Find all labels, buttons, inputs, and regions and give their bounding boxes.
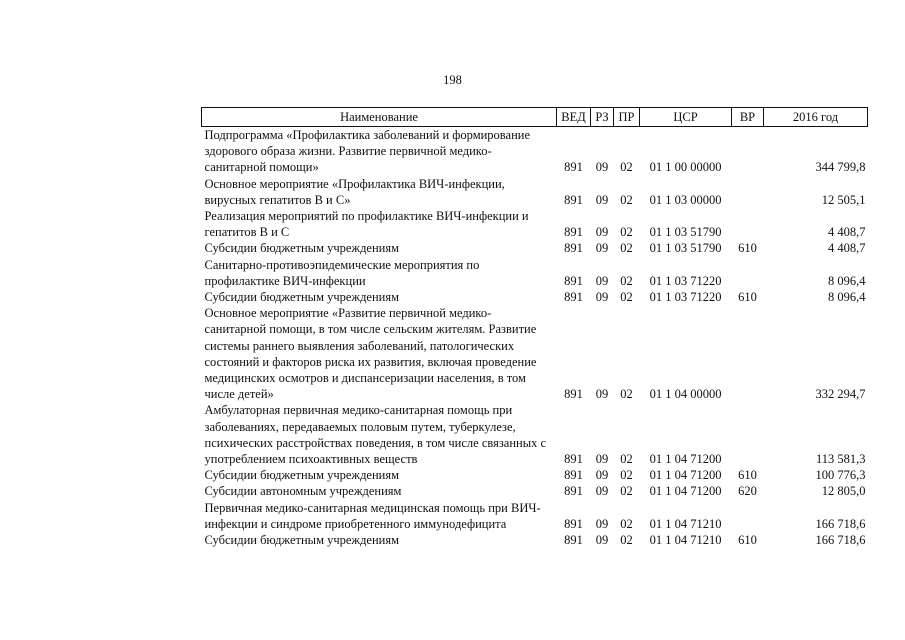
row-pr: 02	[620, 290, 633, 305]
row-vr: 610	[738, 533, 757, 548]
row-name: Реализация мероприятий по профилактике ВИЧ-инфекции и гепатитов В и С	[204, 209, 529, 240]
row-name: Амбулаторная первичная медико-санитарная помощь при заболеваниях, передаваемых половым путем, туберкулезе, психических расстройствах поведения, в том числе связанных с употреблением психоактивных веществ	[204, 403, 547, 467]
row-ved: 891	[564, 468, 583, 483]
table-row	[202, 305, 868, 402]
row-csr: 01 1 04 71200	[649, 452, 722, 467]
row-amount: 344 799,8	[815, 160, 866, 175]
row-csr: 01 1 04 71200	[649, 468, 722, 483]
row-ved: 891	[564, 484, 583, 499]
row-rz: 09	[595, 225, 609, 240]
row-vr	[732, 305, 764, 402]
row-pr: 02	[620, 484, 633, 499]
row-name: Субсидии бюджетным учреждениям	[204, 533, 400, 548]
header-year: 2016 год	[764, 108, 868, 127]
table-row	[202, 532, 868, 548]
row-pr: 02	[620, 516, 633, 531]
row-ved: 891	[564, 225, 583, 240]
header-rz: РЗ	[591, 108, 614, 127]
row-name: Первичная медико-санитарная медицинская помощь при ВИЧ-инфекции и синдроме приобретенного иммунодефицита	[204, 500, 541, 531]
table-row	[202, 127, 868, 176]
header-pr: ПР	[614, 108, 640, 127]
table-row	[202, 289, 868, 305]
row-ved: 891	[564, 192, 583, 207]
row-csr: 01 1 04 00000	[649, 387, 722, 402]
row-ved: 891	[564, 533, 583, 548]
row-vr	[732, 257, 764, 289]
row-vr: 620	[738, 484, 757, 499]
row-csr: 01 1 00 00000	[649, 160, 722, 175]
table-row	[202, 176, 868, 208]
row-pr: 02	[620, 225, 633, 240]
table-row	[202, 467, 868, 483]
row-pr: 02	[620, 468, 633, 483]
row-vr	[732, 176, 764, 208]
row-amount: 4 408,7	[828, 225, 866, 240]
row-name: Основное мероприятие «Развитие первичной медико-санитарной помощи, в том числе сельским жителям. Развитие системы раннего выявления заболеваний, патологических состояний и факторов риска их развития, включая проведение медицинских осмотров и диспансеризации населения, в том числе детей»	[204, 306, 537, 402]
header-vr: ВР	[732, 108, 764, 127]
row-rz: 09	[595, 533, 609, 548]
row-rz: 09	[595, 484, 609, 499]
row-ved: 891	[564, 273, 583, 288]
row-csr: 01 1 03 71220	[649, 290, 722, 305]
row-vr	[732, 127, 764, 176]
row-amount: 332 294,7	[815, 387, 866, 402]
table-row	[202, 257, 868, 289]
table-row	[202, 240, 868, 256]
table-row	[202, 483, 868, 499]
row-amount: 8 096,4	[828, 290, 866, 305]
row-name: Субсидии бюджетным учреждениям	[204, 290, 400, 305]
row-csr: 01 1 04 71200	[649, 484, 722, 499]
row-csr: 01 1 04 71210	[649, 533, 722, 548]
row-rz: 09	[595, 452, 609, 467]
row-rz: 09	[595, 241, 609, 256]
row-vr	[732, 208, 764, 240]
row-rz: 09	[595, 290, 609, 305]
row-rz: 09	[595, 516, 609, 531]
row-rz: 09	[595, 273, 609, 288]
row-rz: 09	[595, 160, 609, 175]
row-rz: 09	[595, 192, 609, 207]
row-pr: 02	[620, 387, 633, 402]
row-csr: 01 1 03 51790	[649, 241, 722, 256]
budget-table	[201, 107, 868, 548]
row-amount: 12 505,1	[821, 192, 866, 207]
table-row	[202, 500, 868, 532]
row-pr: 02	[620, 160, 633, 175]
row-pr: 02	[620, 192, 633, 207]
row-csr: 01 1 04 71210	[649, 516, 722, 531]
row-vr	[732, 402, 764, 467]
row-pr: 02	[620, 241, 633, 256]
table-row	[202, 402, 868, 467]
row-ved: 891	[564, 387, 583, 402]
row-vr: 610	[738, 468, 757, 483]
row-amount: 113 581,3	[815, 452, 866, 467]
row-amount: 12 805,0	[821, 484, 866, 499]
row-pr: 02	[620, 533, 633, 548]
row-csr: 01 1 03 00000	[649, 192, 722, 207]
row-vr: 610	[738, 241, 757, 256]
row-ved: 891	[564, 516, 583, 531]
row-ved: 891	[564, 241, 583, 256]
row-ved: 891	[564, 160, 583, 175]
table-row	[202, 208, 868, 240]
row-name: Подпрограмма «Профилактика заболеваний и формирование здорового образа жизни. Развитие первичной медико-санитарной помощи»	[204, 128, 531, 175]
page-number: 198	[443, 73, 462, 87]
row-name: Санитарно-противоэпидемические мероприятия по профилактике ВИЧ-инфекции	[204, 257, 480, 288]
header-ved: ВЕД	[557, 108, 591, 127]
row-ved: 891	[564, 452, 583, 467]
header-name: Наименование	[202, 108, 557, 127]
row-pr: 02	[620, 273, 633, 288]
row-name: Основное мероприятие «Профилактика ВИЧ-инфекции, вирусных гепатитов В и С»	[204, 176, 505, 207]
row-name: Субсидии бюджетным учреждениям	[204, 241, 400, 256]
row-amount: 4 408,7	[828, 241, 866, 256]
row-rz: 09	[595, 387, 609, 402]
row-amount: 166 718,6	[815, 516, 866, 531]
row-csr: 01 1 03 71220	[649, 273, 722, 288]
row-pr: 02	[620, 452, 633, 467]
row-vr: 610	[738, 290, 757, 305]
table-header-row	[202, 108, 868, 127]
row-amount: 100 776,3	[815, 468, 866, 483]
row-name: Субсидии автономным учреждениям	[204, 484, 402, 499]
row-vr	[732, 500, 764, 532]
row-csr: 01 1 03 51790	[649, 225, 722, 240]
row-amount: 8 096,4	[828, 273, 866, 288]
row-rz: 09	[595, 468, 609, 483]
row-ved: 891	[564, 290, 583, 305]
row-amount: 166 718,6	[815, 533, 866, 548]
header-csr: ЦСР	[640, 108, 732, 127]
row-name: Субсидии бюджетным учреждениям	[204, 468, 400, 483]
